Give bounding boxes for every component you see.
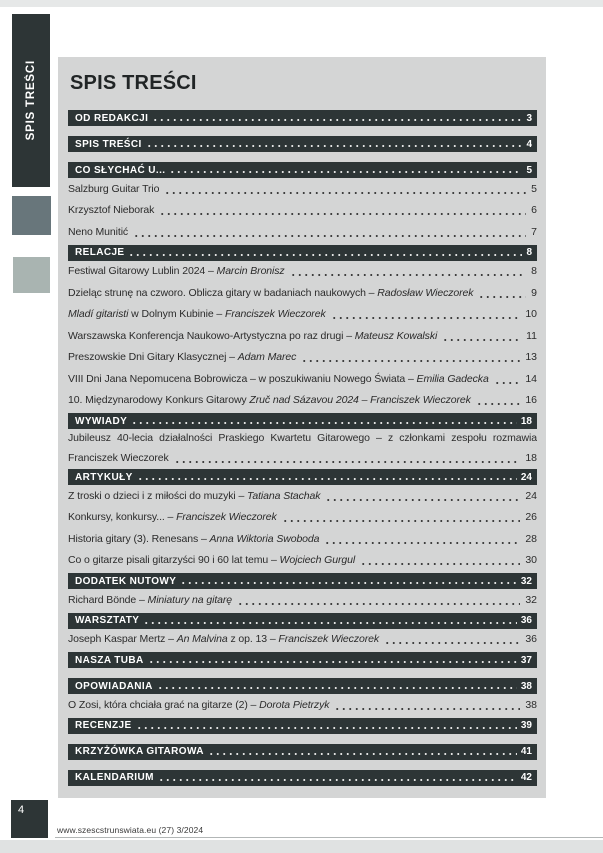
dot-leader xyxy=(301,360,520,362)
dot-leader xyxy=(282,520,521,522)
toc-entry-text: Krzysztof Nieborak xyxy=(68,204,155,217)
toc-entry xyxy=(68,507,537,529)
toc-section-bar xyxy=(68,162,537,178)
toc-entry-title xyxy=(68,308,326,320)
toc-entry-title xyxy=(68,554,355,566)
dot-leader xyxy=(146,145,523,147)
toc-entry-text: z op. 13 – xyxy=(227,633,279,646)
toc-section xyxy=(68,136,537,152)
top-edge-strip xyxy=(0,0,603,7)
toc-section-bar xyxy=(68,652,537,668)
toc-section-label: WARSZTATY xyxy=(75,615,140,626)
toc-entry-page: 10 xyxy=(525,308,537,321)
toc-entry-text: Emilia Gadecka xyxy=(416,372,489,385)
toc-entry-text: Wojciech Gurgul xyxy=(279,554,356,567)
toc-entry-page: 7 xyxy=(531,225,537,238)
toc-entry xyxy=(68,261,537,283)
toc-section-label: KRZYŻÓWKA GITAROWA xyxy=(75,746,204,757)
toc-section xyxy=(68,162,537,243)
toc-entry-page: 32 xyxy=(525,593,537,606)
dot-leader xyxy=(237,603,520,605)
toc-entry-text: Marcin Bronisz xyxy=(216,265,285,278)
toc-entry xyxy=(68,629,537,651)
sidebar-tab-label: SPIS TREŚCI xyxy=(25,60,37,141)
toc-entry xyxy=(68,200,537,222)
toc-entry-text: Adam Marec xyxy=(237,351,297,364)
dot-leader xyxy=(131,422,517,424)
page-number-box xyxy=(11,800,48,838)
toc-entry-page: 8 xyxy=(531,265,537,278)
toc-entry-text: Dzieląc strunę na czworo. Oblicza gitary w badaniach naukowych – xyxy=(68,286,378,299)
toc-entry-text: VIII Dni Jana Nepomucena Bobrowicza – w poszukiwaniu Nowego Świata – xyxy=(68,372,417,385)
dot-leader xyxy=(325,499,520,501)
toc-section-bar xyxy=(68,770,537,786)
toc-entry xyxy=(68,390,537,412)
toc-entry-title xyxy=(68,204,154,216)
toc-section xyxy=(68,245,537,412)
toc-section-page: 18 xyxy=(520,415,532,427)
toc-section-page: 39 xyxy=(520,720,532,731)
toc-entry-page: 30 xyxy=(525,554,537,567)
page-number: 4 xyxy=(18,804,25,816)
toc-entry-text: Franciszek Wieczorek xyxy=(176,511,277,524)
dot-leader xyxy=(476,403,521,405)
toc-entry-page: 18 xyxy=(525,451,537,464)
dot-leader xyxy=(180,582,517,584)
toc-entry-page: 26 xyxy=(525,511,537,524)
toc-section xyxy=(68,613,537,651)
dot-leader xyxy=(360,563,520,565)
toc-section-bar xyxy=(68,136,537,152)
toc-section xyxy=(68,573,537,611)
toc-section-bar xyxy=(68,678,537,694)
toc-entry-title xyxy=(68,511,277,523)
toc-entry-text: Franciszek Wieczorek xyxy=(278,633,380,646)
toc-entry-text: Festiwal Gitarowy Lublin 2024 – xyxy=(68,265,217,278)
toc-entry-text: Dorota Pietrzyk xyxy=(259,698,330,711)
toc-section xyxy=(68,744,537,760)
toc-entry-page: 11 xyxy=(526,329,537,342)
toc-section xyxy=(68,413,537,467)
toc-entry-title xyxy=(68,330,437,342)
toc-entry-title xyxy=(68,183,159,195)
dot-leader xyxy=(324,542,520,544)
sidebar-square-dark xyxy=(12,196,51,235)
toc-entry-page: 6 xyxy=(531,204,537,217)
toc-entry-text: Historia gitary (3). Renesans – xyxy=(68,532,210,545)
toc-section-bar xyxy=(68,245,537,261)
toc-section-bar xyxy=(68,718,537,734)
toc-entry-first-line: Jubileusz 40-lecia działalności Praskiego Kwartetu Gitarowego – z członkami zespołu rozmawia xyxy=(68,432,537,444)
toc-entry-page: 38 xyxy=(525,698,537,711)
toc-entry xyxy=(68,368,537,390)
toc-entries xyxy=(68,694,537,716)
toc-section-label: KALENDARIUM xyxy=(75,772,154,783)
toc-section-label: WYWIADY xyxy=(75,415,128,427)
toc-entry xyxy=(68,221,537,243)
toc-entry xyxy=(68,282,537,304)
toc-entry-title xyxy=(68,287,473,299)
toc-entry-page: 5 xyxy=(531,182,537,195)
dot-leader xyxy=(137,478,517,480)
dot-leader xyxy=(128,254,522,256)
toc-section xyxy=(68,678,537,716)
sidebar-square-light xyxy=(13,257,50,293)
toc-entry xyxy=(68,694,537,716)
toc-entry-text: Neno Munitić xyxy=(68,225,129,238)
toc-section xyxy=(68,652,537,668)
toc-section-label: ARTYKUŁY xyxy=(75,471,133,483)
toc-entry-text: Warszawska Konferencja Naukowo-Artystyczna po raz drugi – xyxy=(68,329,355,342)
toc-section-bar xyxy=(68,744,537,760)
dot-leader xyxy=(157,687,517,689)
dot-leader xyxy=(208,753,517,755)
dot-leader xyxy=(152,119,522,121)
toc-entry-title xyxy=(68,699,329,711)
toc-entry-page: 24 xyxy=(525,489,537,502)
toc-section-label: RELACJE xyxy=(75,247,125,258)
toc-section-page: 3 xyxy=(526,112,532,124)
toc-entry-text: Konkursy, konkursy... – xyxy=(68,511,177,524)
toc-entry-title xyxy=(68,594,232,606)
toc-section-page: 37 xyxy=(520,654,532,666)
dot-leader xyxy=(384,642,520,644)
dot-leader xyxy=(174,461,521,463)
toc-entry-title xyxy=(68,490,320,502)
dot-leader xyxy=(478,296,526,298)
toc-entry-text: Franciszek Wieczorek xyxy=(225,308,326,321)
toc-entry-text: Joseph Kaspar Mertz – xyxy=(68,633,177,646)
toc-entry xyxy=(68,325,537,347)
toc-panel xyxy=(58,57,546,798)
toc-entry-title xyxy=(68,452,169,464)
dot-leader xyxy=(148,661,517,663)
toc-section-label: SPIS TREŚCI xyxy=(75,138,142,150)
toc-entries xyxy=(68,261,537,412)
toc-entry-text: An Malvina xyxy=(176,633,228,646)
toc-section-page: 36 xyxy=(520,615,532,626)
toc-section-page: 42 xyxy=(520,772,532,783)
toc-entry xyxy=(68,550,537,572)
toc-entries xyxy=(68,178,537,243)
dot-leader xyxy=(164,192,526,194)
toc-section-bar xyxy=(68,469,537,485)
dot-leader xyxy=(334,708,520,710)
footer-rule xyxy=(55,837,603,838)
toc-section-bar xyxy=(68,573,537,589)
toc-entry-title xyxy=(68,633,379,645)
toc-section-bar xyxy=(68,413,537,429)
dot-leader xyxy=(133,235,526,237)
toc-section-bar xyxy=(68,110,537,126)
dot-leader xyxy=(159,213,526,215)
toc-section xyxy=(68,770,537,786)
toc-section-label: OPOWIADANIA xyxy=(75,680,153,692)
toc-section xyxy=(68,718,537,734)
toc-entry-title xyxy=(68,351,296,363)
toc-entry xyxy=(68,347,537,369)
toc-entry-text: Anna Wiktoria Swoboda xyxy=(209,532,320,545)
toc-entry-title xyxy=(68,373,489,385)
toc-section xyxy=(68,469,537,571)
toc-entry-page: 36 xyxy=(525,633,537,646)
toc-section-page: 24 xyxy=(520,471,532,483)
toc-entry-text: Radosław Wieczorek xyxy=(377,286,474,299)
toc-entry xyxy=(68,304,537,326)
toc-section-bar xyxy=(68,613,537,629)
sidebar-tab-spis-tresci xyxy=(12,14,50,187)
toc-entry-text: Richard Bönde – xyxy=(68,593,148,606)
dot-leader xyxy=(143,622,517,624)
toc-entry xyxy=(68,178,537,200)
toc-entry-text: Tatiana Stachak xyxy=(247,489,321,502)
toc-entry xyxy=(68,589,537,611)
toc-section-label: CO SŁYCHAĆ U... xyxy=(75,164,166,176)
toc-entry-title xyxy=(68,394,471,406)
toc-entries xyxy=(68,589,537,611)
toc-entry xyxy=(68,485,537,507)
toc-section-page: 41 xyxy=(520,746,532,757)
toc-entries xyxy=(68,485,537,571)
dot-leader xyxy=(494,382,521,384)
bottom-edge-strip xyxy=(0,840,603,853)
toc-entry-text: Mladí gitaristi xyxy=(68,308,129,321)
toc-entry-title xyxy=(68,533,319,545)
toc-entry-page: 9 xyxy=(531,286,537,299)
toc-entry xyxy=(68,448,537,467)
toc-entry-text: Co o gitarze pisali gitarzyści 90 i 60 lat temu – xyxy=(68,554,280,567)
toc-entry-text: O Zosi, która chciała grać na gitarze (2) – xyxy=(68,698,260,711)
toc-entry xyxy=(68,528,537,550)
dot-leader xyxy=(158,779,517,781)
toc-section-page: 8 xyxy=(526,247,532,258)
page-title: SPIS TREŚCI xyxy=(70,72,197,94)
toc-sections xyxy=(68,110,537,786)
dot-leader xyxy=(331,317,521,319)
toc-entry-text: Miniatury na gitarę xyxy=(147,593,233,606)
toc-entries xyxy=(68,629,537,651)
footer-imprint: www.szescstrunswiata.eu (27) 3/2024 xyxy=(57,825,204,835)
toc-entry-page: 14 xyxy=(525,372,537,385)
toc-section-label: DODATEK NUTOWY xyxy=(75,575,177,587)
toc-section-page: 4 xyxy=(526,138,532,150)
toc-section-label: OD REDAKCJI xyxy=(75,112,149,124)
toc-entry-text: Salzburg Guitar Trio xyxy=(68,182,160,195)
dot-leader xyxy=(169,171,522,173)
toc-entry-page: 13 xyxy=(525,351,537,364)
toc-entry-title xyxy=(68,226,128,238)
toc-entry-text: Franciszek Wieczorek xyxy=(68,451,169,464)
toc-entry-text: 10. Międzynarodowy Konkurs Gitarowy xyxy=(68,394,250,407)
toc-entry-text: Zruč nad Sázavou 2024 – Franciszek Wieczorek xyxy=(249,394,471,407)
toc-entry-text: Preszowskie Dni Gitary Klasycznej – xyxy=(68,351,238,364)
toc-section-page: 38 xyxy=(520,680,532,692)
toc-section-label: RECENZJE xyxy=(75,720,132,731)
toc-section-page: 32 xyxy=(520,575,532,587)
toc-entry-title xyxy=(68,265,285,277)
toc-section-label: NASZA TUBA xyxy=(75,654,144,666)
toc-entry-text: w Dolnym Kubinie – xyxy=(128,308,225,321)
dot-leader xyxy=(136,727,517,729)
toc-section xyxy=(68,110,537,126)
toc-entry-text: Mateusz Kowalski xyxy=(354,329,438,342)
dot-leader xyxy=(442,339,521,341)
toc-entry-text: Z troski o dzieci i z miłości do muzyki – xyxy=(68,489,248,502)
dot-leader xyxy=(290,274,527,276)
toc-section-page: 5 xyxy=(526,164,532,176)
toc-entries xyxy=(68,429,537,467)
toc-entry-page: 16 xyxy=(525,394,537,407)
toc-entry-page: 28 xyxy=(525,532,537,545)
